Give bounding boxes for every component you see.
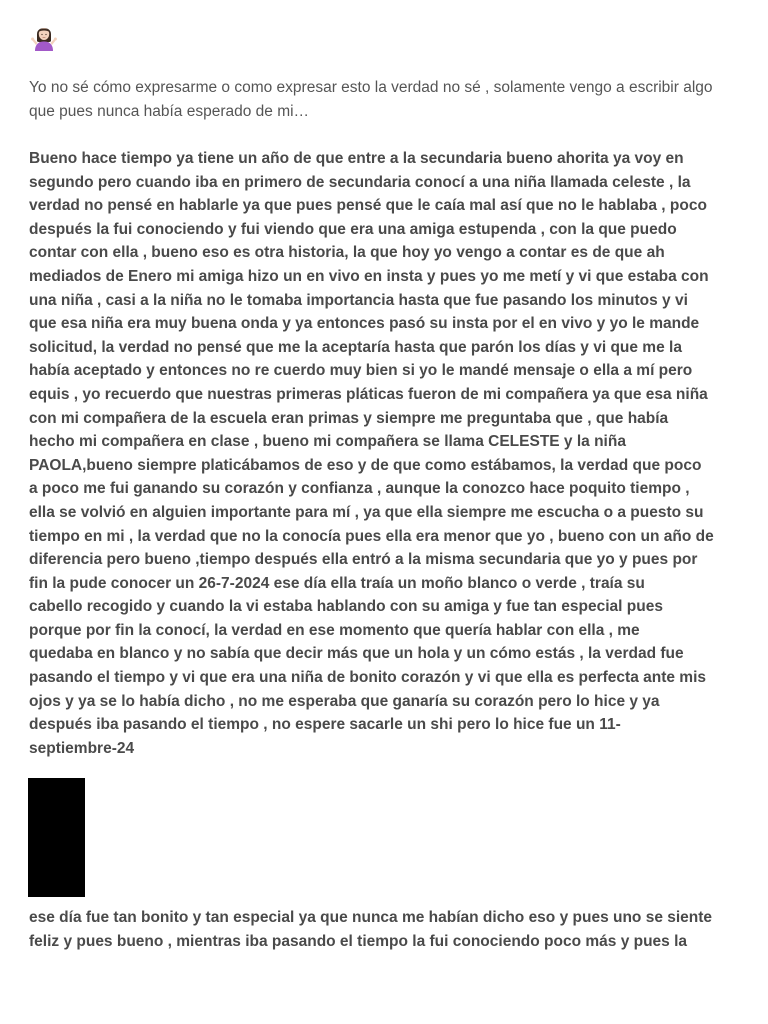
redacted-image-block (28, 778, 85, 897)
story-paragraph: Bueno hace tiempo ya tiene un año de que entre a la secundaria bueno ahorita ya voy en segundo pero cuando iba en primero de secundaria conocí a una niña llamada celeste , la verdad no pensé en hablarle ya que pues pensé que le caía mal así que no le hablaba , poco después la fui conociendo y fui viendo que era una amiga estupenda , con la que puedo contar con ella , bueno eso es otra historia, la que hoy yo vengo a contar es de que ah mediados de Enero mi amiga hizo un en vivo en insta y pues yo me metí y vi que estaba con una niña , casi a la niña no le tomaba importancia hasta que fue pasando los minutos y vi que esa niña era muy buena onda y ya entonces pasó su insta por el en vivo y yo le mande solicitud, la verdad no pensé que me la aceptaría hasta que parón los días y vi que me la había aceptado y entonces no re cuerdo muy bien si yo le mandé mensaje o ella a mí pero equis , yo recuerdo que nuestras primeras pláticas fueron de mi compañera ya que esa niña con mi compañera de la escuela eran primas y siempre me preguntaba que , que había hecho mi compañera en clase , bueno mi compañera se llama CELESTE y la niña PAOLA,bueno siempre platicábamos de eso y de que como estábamos, la verdad que poco a poco me fui ganando su corazón y confianza , aunque la conozco hace poquito tiempo , ella se volvió en alguien importante para mí , ya que ella siempre me escucha o a puesto su tiempo en mi , la verdad que no la conocía pues ella era menor que yo , bueno con un año de diferencia pero bueno ,tiempo después ella entró a la misma secundaria que yo y pues por fin la pude conocer un 26-7-2024 ese día ella traía un moño blanco o verde , traía su cabello recogido y cuando la vi estaba hablando con su amiga y fue tan especial pues porque por fin la conocí, la verdad en ese momento que quería hablar con ella , me quedaba en blanco y no sabía que decir más que un hola y un cómo estás , la verdad fue pasando el tiempo y vi que era una niña de bonito corazón y vi que ella es perfecta ante mis ojos y ya se lo había dicho , no me esperaba que ganaría su corazón pero lo hice y ya después iba pasando el tiempo , no espere sacarle un shi pero lo hice fue un 11- septiembre-24 (29, 150, 714, 757)
continuation-paragraph: ese día fue tan bonito y tan especial ya que nunca me habían dicho eso y pues uno se siente feliz y pues bueno , mientras iba pasando el tiempo la fui conociendo poco más y pues la (29, 909, 713, 950)
intro-paragraph: Yo no sé cómo expresarme o como expresar esto la verdad no sé , solamente vengo a escribir algo que pues nunca había esperado de mi… (29, 79, 713, 120)
person-shrugging-icon (29, 22, 59, 52)
